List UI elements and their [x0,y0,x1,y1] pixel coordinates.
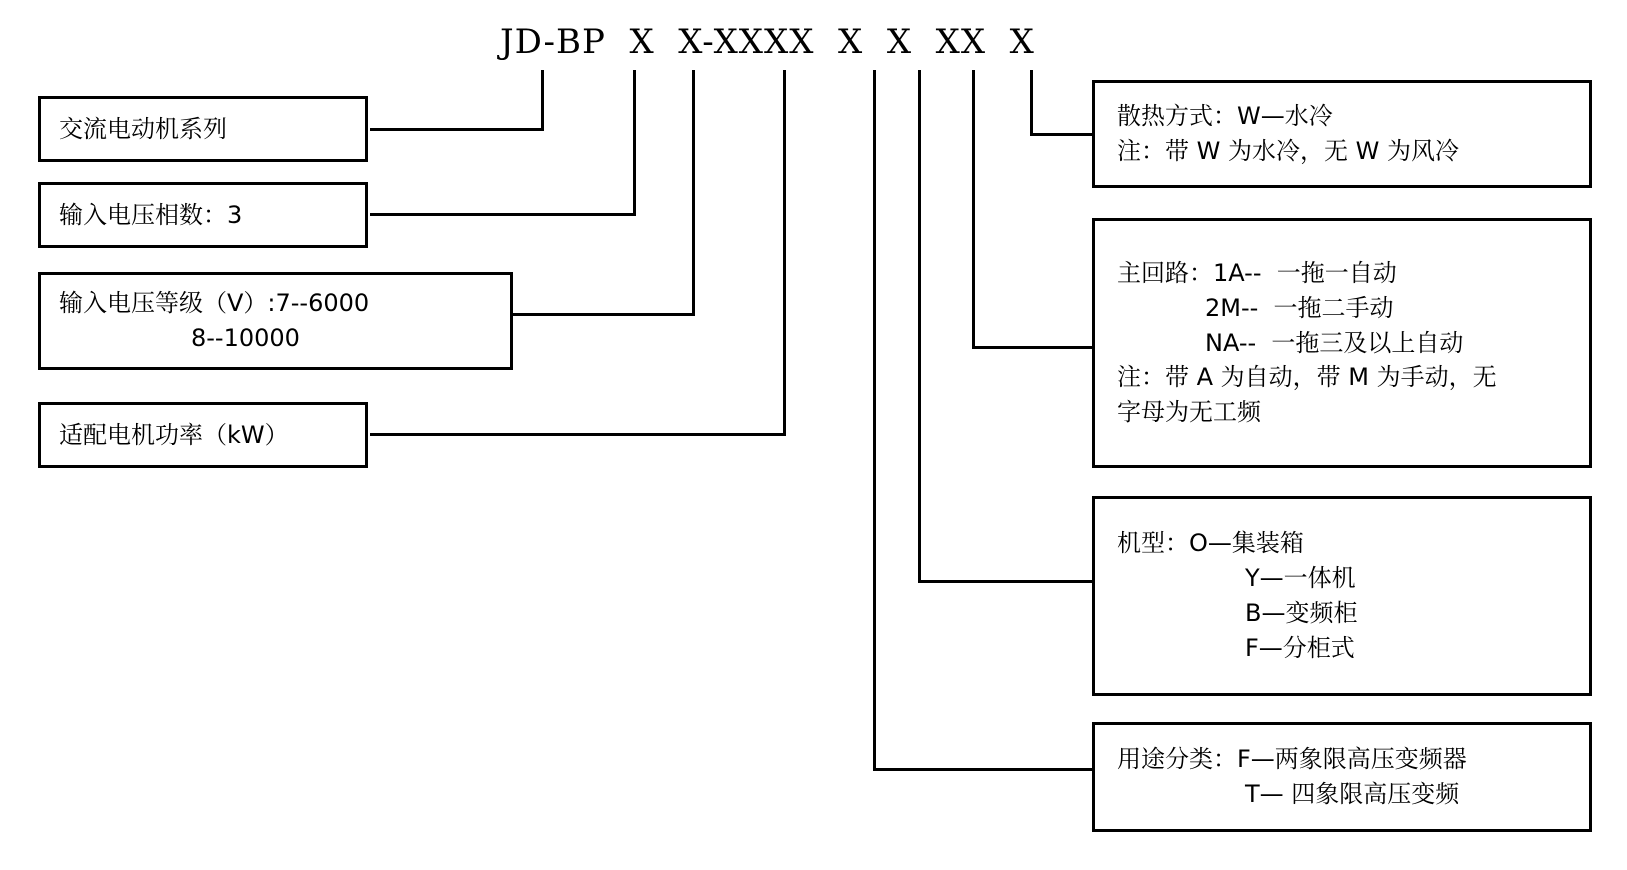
input-voltage-phases-line-1: 输入电压相数：3 [59,200,243,229]
usage-classification-line-1: 用途分类：F—两象限高压变频器 [1117,745,1467,774]
machine-type-line-3: B—变频柜 [1245,599,1358,627]
box-input-voltage-phases [38,182,368,248]
box-main-circuit [1092,218,1592,468]
main-circuit-line-4: 注：带 A 为自动，带 M 为手动，无 [1117,363,1497,392]
tick-phases [633,70,636,215]
connector-cooling [1030,133,1092,136]
connector-usage [873,768,1092,771]
main-circuit-line-5: 字母为无工频 [1117,398,1261,427]
model-code-text: JD-BP X X-XXXX X X XX X [500,22,1035,62]
tick-cooling [1030,70,1033,135]
tick-series [541,70,544,130]
cooling-method-line-1: 散热方式：W—水冷 [1117,102,1333,131]
machine-type-line-4: F—分柜式 [1245,633,1355,662]
input-voltage-level-line-2: 8--10000 [191,324,300,352]
cooling-method-line-2: 注：带 W 为水冷，无 W 为风冷 [1117,137,1459,165]
main-circuit-line-2: 2M-- 一拖二手动 [1205,293,1394,322]
connector-voltage [513,313,695,316]
connector-main-circuit [972,346,1092,349]
machine-type-line-1: 机型：O—集装箱 [1117,529,1304,558]
main-circuit-line-3: NA-- 一拖三及以上自动 [1205,328,1464,357]
connector-power [370,433,786,436]
usage-classification-line-2: T— 四象限高压变频 [1245,780,1460,808]
motor-power-line-1: 适配电机功率（kW） [59,420,289,449]
tick-main-circuit [972,70,975,348]
machine-type-line-2: Y—一体机 [1245,564,1356,593]
tick-usage [873,70,876,770]
input-voltage-level-line-1: 输入电压等级（V）:7--6000 [59,289,370,318]
tick-machine-type [918,70,921,582]
connector-machine-type [918,580,1092,583]
connector-phases [370,213,636,216]
ac-motor-series-line-1: 交流电动机系列 [59,114,227,143]
tick-power [783,70,786,435]
box-ac-motor-series [38,96,368,162]
connector-series [370,128,544,131]
tick-voltage [692,70,695,315]
box-cooling-method [1092,80,1592,188]
box-usage-classification [1092,722,1592,832]
box-input-voltage-level [38,272,513,370]
main-circuit-line-1: 主回路：1A-- 一拖一自动 [1117,259,1397,287]
box-motor-power [38,402,368,468]
box-machine-type [1092,496,1592,696]
